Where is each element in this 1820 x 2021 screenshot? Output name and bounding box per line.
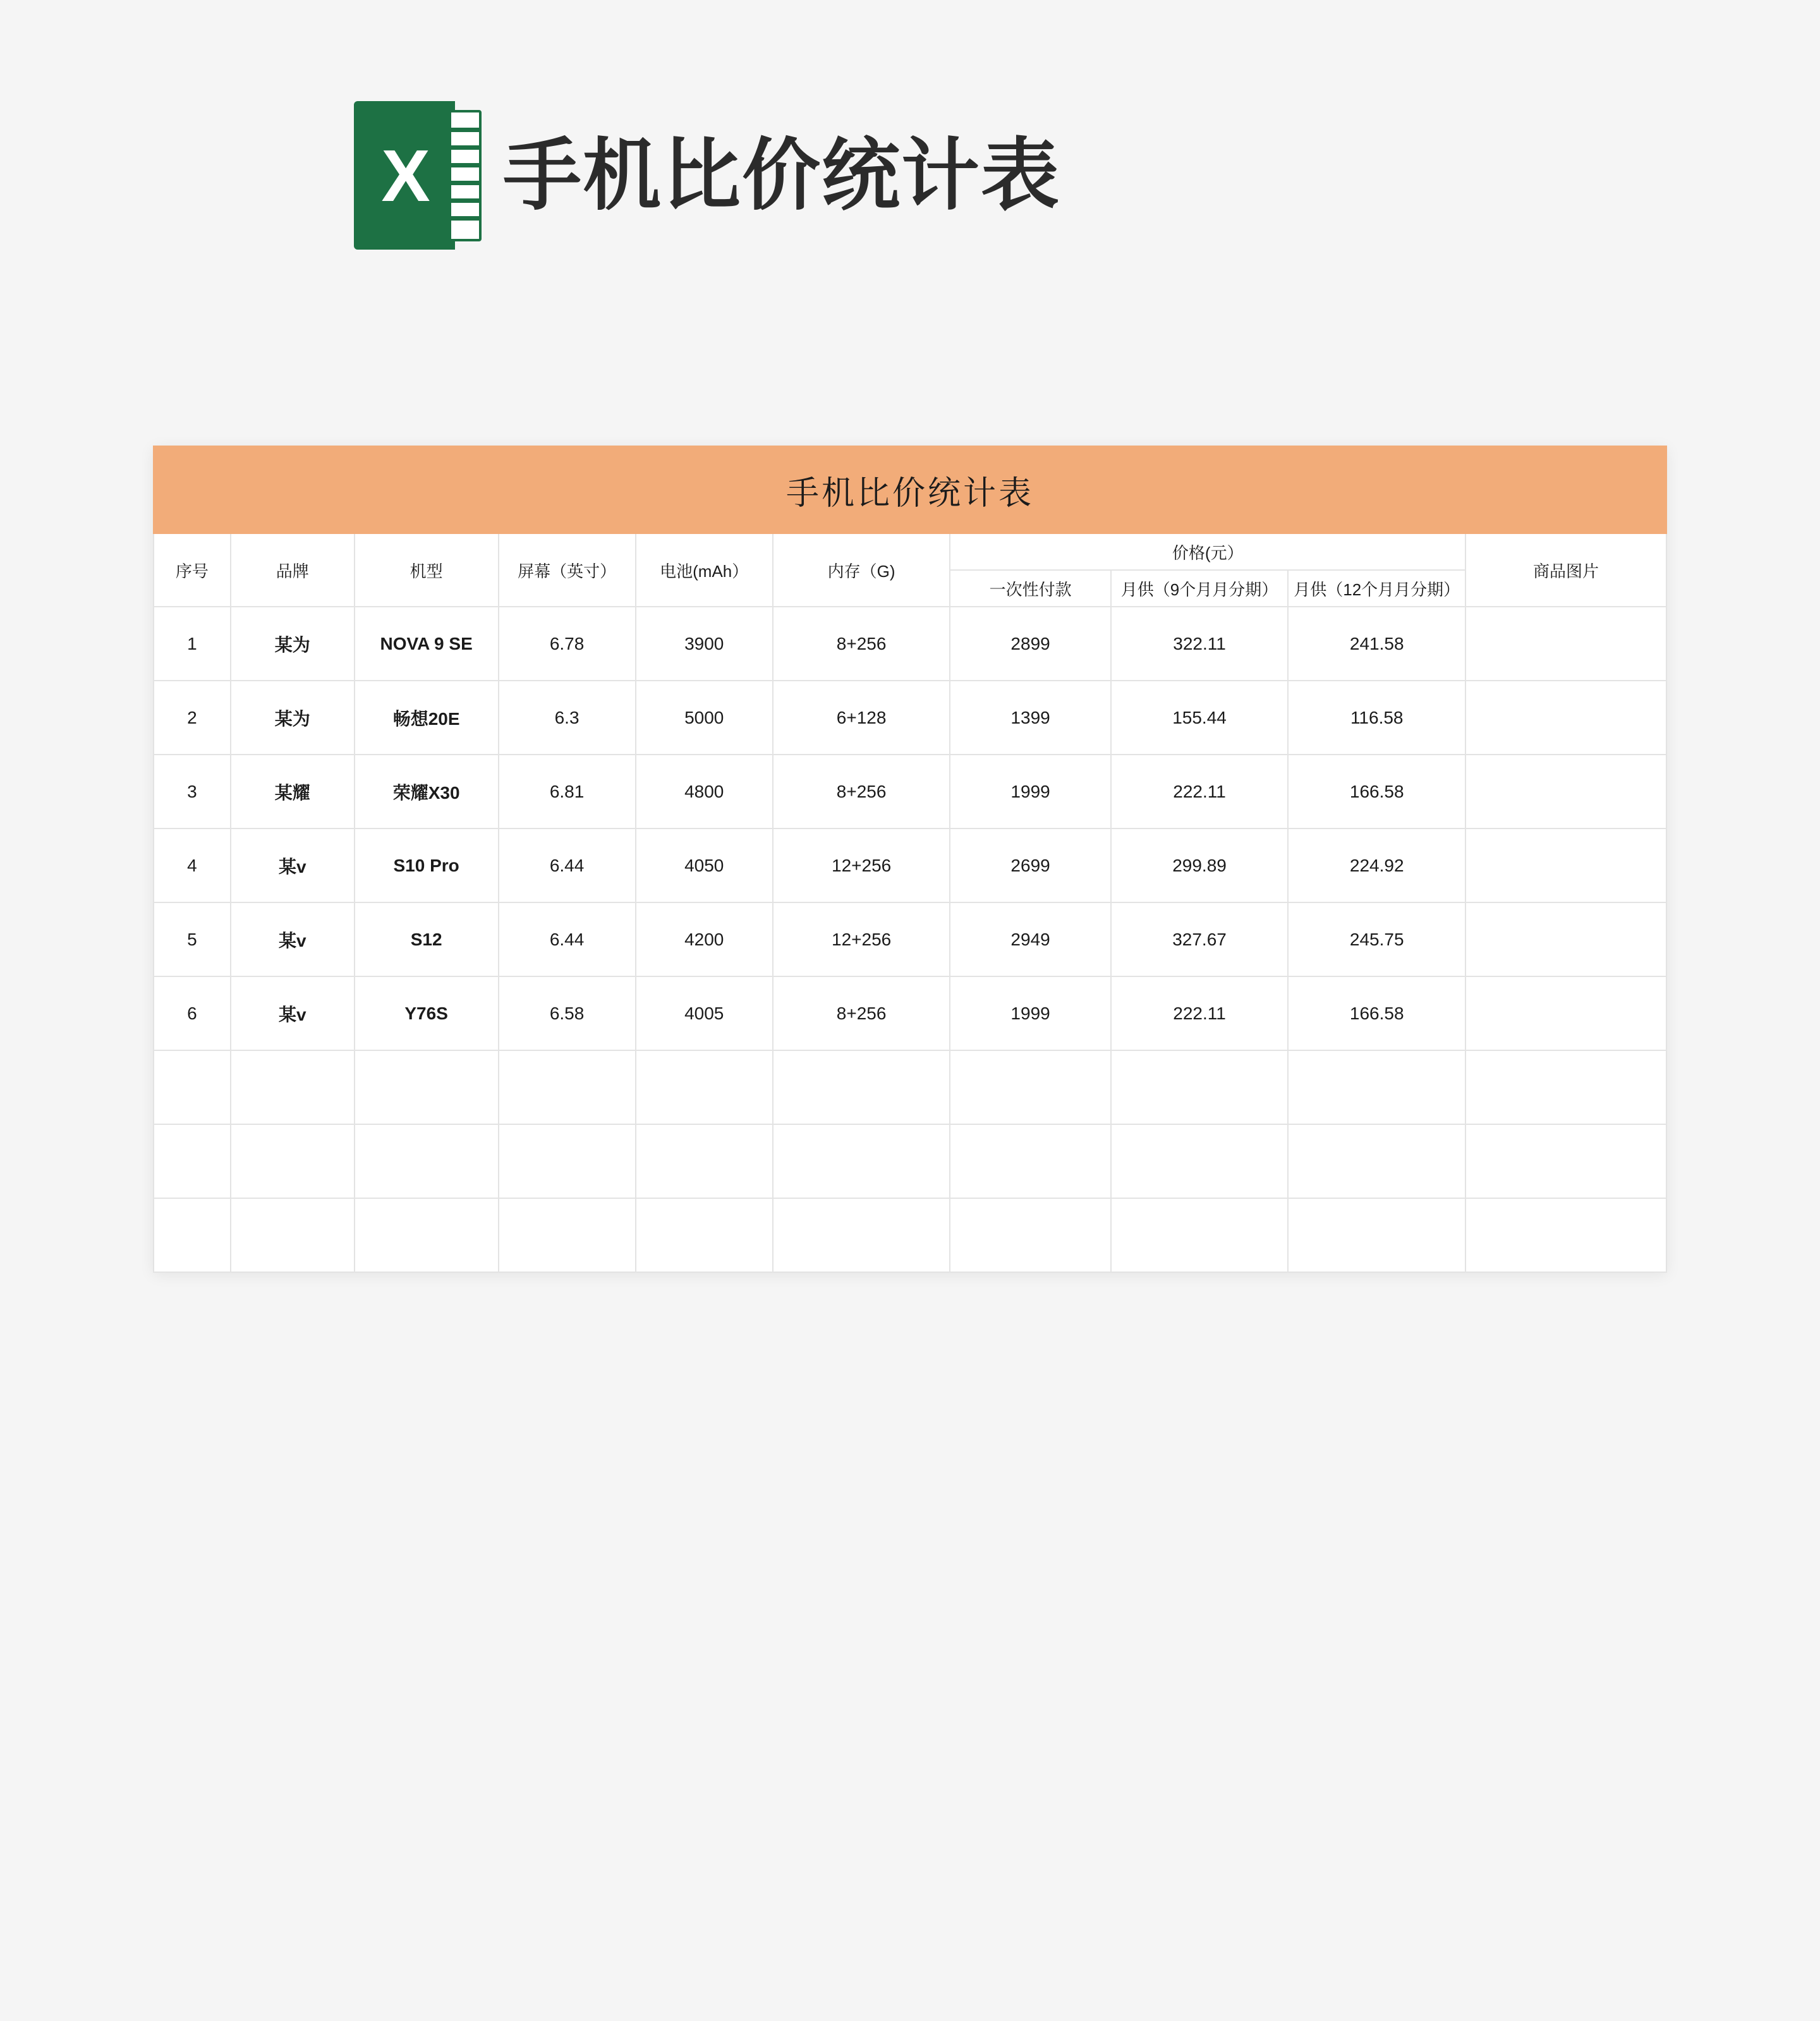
cell-image[interactable]: [1465, 681, 1666, 755]
cell-image[interactable]: [1465, 755, 1666, 828]
cell-price-9m[interactable]: 222.11: [1111, 976, 1289, 1050]
cell-brand[interactable]: [231, 1124, 355, 1198]
cell-price-9m[interactable]: 222.11: [1111, 755, 1289, 828]
cell-screen[interactable]: 6.81: [499, 755, 636, 828]
cell-price-full[interactable]: 1999: [950, 976, 1110, 1050]
cell-price-12m[interactable]: 241.58: [1288, 607, 1465, 681]
col-header-image: 商品图片: [1465, 533, 1666, 607]
cell-memory[interactable]: 8+256: [773, 976, 950, 1050]
cell-price-12m[interactable]: [1288, 1050, 1465, 1124]
col-header-price-12m: 月供（12个月月分期）: [1288, 570, 1465, 607]
cell-index[interactable]: 4: [154, 828, 231, 902]
cell-price-full[interactable]: 2899: [950, 607, 1110, 681]
table-header-row-1: [154, 533, 1666, 570]
table-row: [154, 1124, 1666, 1198]
cell-screen[interactable]: 6.58: [499, 976, 636, 1050]
cell-model[interactable]: [355, 1124, 499, 1198]
table-title: 手机比价统计表: [154, 446, 1666, 533]
cell-price-full[interactable]: [950, 1198, 1110, 1272]
excel-logo-sheet: [449, 110, 482, 241]
cell-price-12m[interactable]: 245.75: [1288, 902, 1465, 976]
cell-battery[interactable]: 4050: [636, 828, 773, 902]
excel-logo-letter: X: [381, 135, 430, 217]
page-header: [0, 0, 1820, 250]
cell-price-9m[interactable]: 155.44: [1111, 681, 1289, 755]
col-header-memory: 内存（G): [773, 533, 950, 607]
col-header-price-group: 价格(元）: [950, 533, 1465, 570]
cell-price-full[interactable]: 2699: [950, 828, 1110, 902]
cell-price-9m[interactable]: [1111, 1124, 1289, 1198]
excel-logo-icon: [354, 101, 480, 250]
cell-memory[interactable]: 8+256: [773, 607, 950, 681]
cell-model[interactable]: NOVA 9 SE: [355, 607, 499, 681]
cell-index[interactable]: [154, 1198, 231, 1272]
cell-model[interactable]: 荣耀X30: [355, 755, 499, 828]
cell-battery[interactable]: [636, 1050, 773, 1124]
col-header-screen: 屏幕（英寸）: [499, 533, 636, 607]
cell-image[interactable]: [1465, 828, 1666, 902]
cell-model[interactable]: S12: [355, 902, 499, 976]
table-row: [154, 681, 1666, 755]
cell-memory[interactable]: 12+256: [773, 902, 950, 976]
cell-index[interactable]: 1: [154, 607, 231, 681]
cell-brand[interactable]: 某为: [231, 681, 355, 755]
cell-memory[interactable]: [773, 1124, 950, 1198]
cell-price-full[interactable]: 1399: [950, 681, 1110, 755]
col-header-brand: 品牌: [231, 533, 355, 607]
cell-brand[interactable]: 某v: [231, 828, 355, 902]
table-row: [154, 902, 1666, 976]
cell-price-9m[interactable]: 299.89: [1111, 828, 1289, 902]
cell-price-12m[interactable]: 116.58: [1288, 681, 1465, 755]
cell-index[interactable]: 6: [154, 976, 231, 1050]
cell-battery[interactable]: 4200: [636, 902, 773, 976]
cell-battery[interactable]: 4005: [636, 976, 773, 1050]
phone-price-table: [153, 446, 1667, 1273]
cell-screen[interactable]: [499, 1198, 636, 1272]
cell-price-full[interactable]: [950, 1124, 1110, 1198]
cell-battery[interactable]: [636, 1124, 773, 1198]
cell-price-9m[interactable]: [1111, 1198, 1289, 1272]
cell-model[interactable]: [355, 1050, 499, 1124]
cell-battery[interactable]: 4800: [636, 755, 773, 828]
cell-screen[interactable]: 6.3: [499, 681, 636, 755]
col-header-price-9m: 月供（9个月月分期）: [1111, 570, 1289, 607]
cell-price-12m[interactable]: 224.92: [1288, 828, 1465, 902]
cell-price-12m[interactable]: [1288, 1124, 1465, 1198]
cell-battery[interactable]: 5000: [636, 681, 773, 755]
cell-image[interactable]: [1465, 1050, 1666, 1124]
cell-index[interactable]: [154, 1050, 231, 1124]
cell-price-9m[interactable]: [1111, 1050, 1289, 1124]
table-row: [154, 607, 1666, 681]
cell-image[interactable]: [1465, 976, 1666, 1050]
cell-index[interactable]: 2: [154, 681, 231, 755]
cell-price-full[interactable]: 2949: [950, 902, 1110, 976]
cell-model[interactable]: [355, 1198, 499, 1272]
cell-battery[interactable]: 3900: [636, 607, 773, 681]
col-header-index: 序号: [154, 533, 231, 607]
cell-brand[interactable]: 某v: [231, 976, 355, 1050]
cell-memory[interactable]: 6+128: [773, 681, 950, 755]
cell-battery[interactable]: [636, 1198, 773, 1272]
col-header-battery: 电池(mAh）: [636, 533, 773, 607]
cell-model[interactable]: S10 Pro: [355, 828, 499, 902]
cell-price-full[interactable]: 1999: [950, 755, 1110, 828]
cell-brand[interactable]: [231, 1050, 355, 1124]
cell-price-full[interactable]: [950, 1050, 1110, 1124]
cell-price-12m[interactable]: 166.58: [1288, 976, 1465, 1050]
cell-brand[interactable]: 某为: [231, 607, 355, 681]
cell-screen[interactable]: [499, 1050, 636, 1124]
table-row: [154, 1050, 1666, 1124]
cell-index[interactable]: 5: [154, 902, 231, 976]
cell-memory[interactable]: [773, 1198, 950, 1272]
cell-price-12m[interactable]: 166.58: [1288, 755, 1465, 828]
table-row: [154, 755, 1666, 828]
cell-price-12m[interactable]: [1288, 1198, 1465, 1272]
col-header-model: 机型: [355, 533, 499, 607]
page-title: 手机比价统计表: [503, 131, 1061, 219]
cell-price-9m[interactable]: 327.67: [1111, 902, 1289, 976]
table-body: [154, 607, 1666, 1272]
cell-image[interactable]: [1465, 1124, 1666, 1198]
cell-brand[interactable]: 某v: [231, 902, 355, 976]
cell-image[interactable]: [1465, 607, 1666, 681]
cell-memory[interactable]: [773, 1050, 950, 1124]
cell-memory[interactable]: 8+256: [773, 755, 950, 828]
table-title-row: [154, 446, 1666, 533]
cell-screen[interactable]: 6.78: [499, 607, 636, 681]
cell-memory[interactable]: 12+256: [773, 828, 950, 902]
cell-model[interactable]: Y76S: [355, 976, 499, 1050]
table-row: [154, 828, 1666, 902]
cell-index[interactable]: [154, 1124, 231, 1198]
cell-screen[interactable]: 6.44: [499, 902, 636, 976]
table-row: [154, 976, 1666, 1050]
cell-brand[interactable]: 某耀: [231, 755, 355, 828]
cell-screen[interactable]: [499, 1124, 636, 1198]
cell-image[interactable]: [1465, 902, 1666, 976]
cell-price-9m[interactable]: 322.11: [1111, 607, 1289, 681]
spreadsheet-card: [153, 446, 1667, 1273]
cell-image[interactable]: [1465, 1198, 1666, 1272]
cell-index[interactable]: 3: [154, 755, 231, 828]
cell-model[interactable]: 畅想20E: [355, 681, 499, 755]
cell-screen[interactable]: 6.44: [499, 828, 636, 902]
table-row: [154, 1198, 1666, 1272]
col-header-price-full: 一次性付款: [950, 570, 1110, 607]
cell-brand[interactable]: [231, 1198, 355, 1272]
